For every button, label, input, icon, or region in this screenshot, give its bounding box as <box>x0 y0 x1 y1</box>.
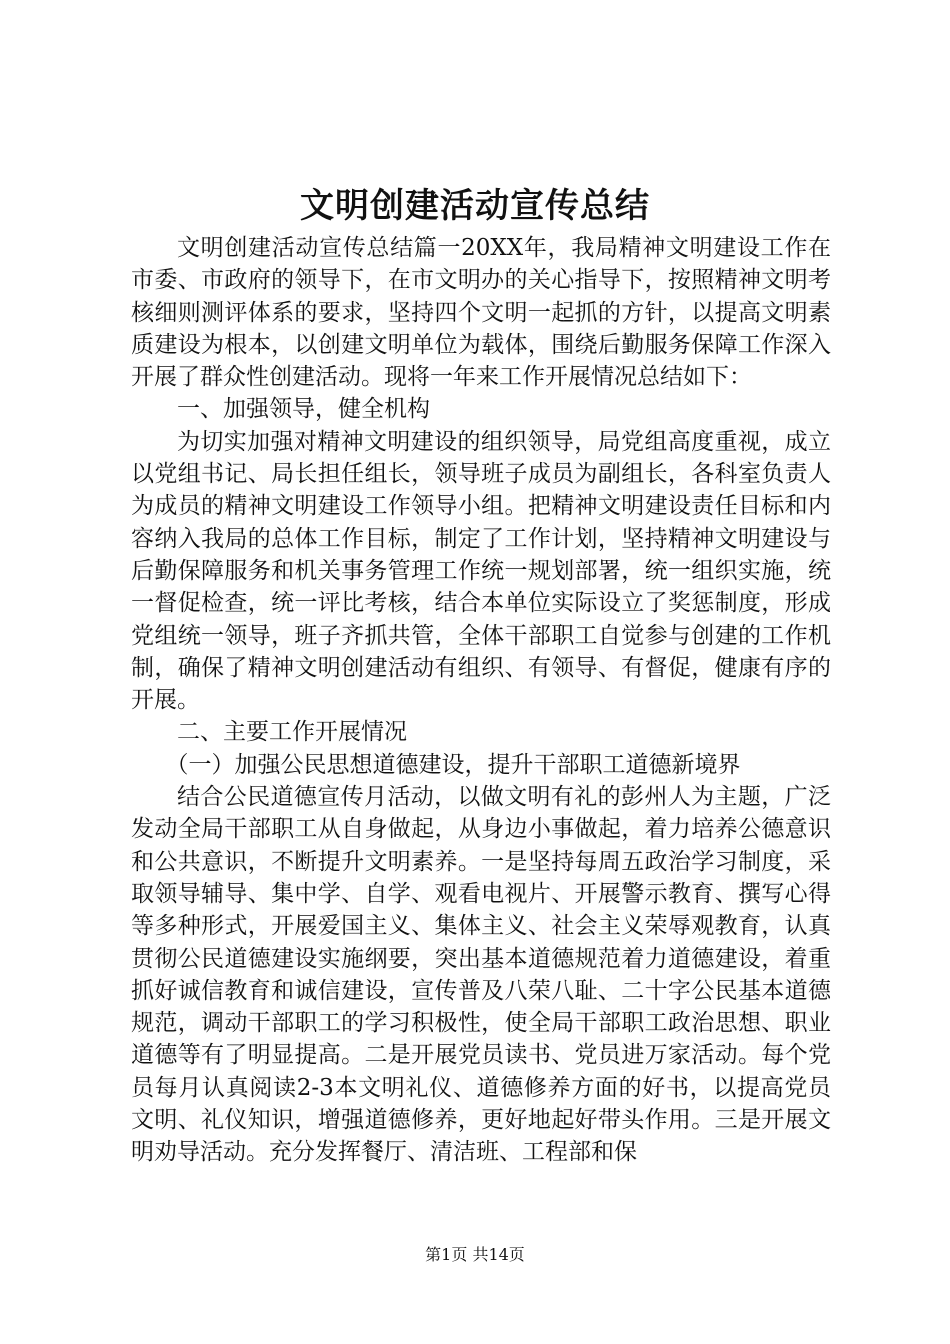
intro-paragraph: 文明创建活动宣传总结篇一20XX年，我局精神文明建设工作在市委、市政府的领导下，在市文明办的关心指导下，按照精神文明考核细则测评体系的要求，坚持四个文明一起抓的方针，以提高文明素质建设为根本，以创建文明单位为载体，围绕后勤服务保障工作深入开展了群众性创建活动。现将一年来工作开展情况总结如下： <box>131 235 831 391</box>
document-title: 文明创建活动宣传总结 <box>300 186 650 226</box>
document-body <box>131 232 831 1169</box>
subsection-1-paragraph: 结合公民道德宣传月活动，以做文明有礼的彭州人为主题，广泛发动全局干部职工从自身做起，从身边小事做起，着力培养公德意识和公共意识，不断提升文明素养。一是坚持每周五政治学习制度，采取领导辅导、集中学、自学、观看电视片、开展警示教育、撰写心得等多种形式，开展爱国主义、集体主义、社会主义荣辱观教育，认真贯彻公民道德建设实施纲要，突出基本道德规范着力道德建设，着重抓好诚信教育和诚信建设，宣传普及八荣八耻、二十字公民基本道德规范，调动干部职工的学习积极性，使全局干部职工政治思想、职业道德等有了明显提高。二是开展党员读书、党员进万家活动。每个党员每月认真阅读2-3本文明礼仪、道德修养方面的好书，以提高党员文明、礼仪知识，增强道德修养，更好地起好带头作用。三是开展文明劝导活动。充分发挥餐厅、清洁班、工程部和保 <box>131 784 831 1166</box>
page-number-footer: 第1页 共14页 <box>425 1245 525 1264</box>
subsection-heading-1: （一）加强公民思想道德建设，提升干部职工道德新境界 <box>165 751 741 778</box>
section-heading-2: 二、主要工作开展情况 <box>177 719 407 746</box>
section-heading-1: 一、加强领导，健全机构 <box>177 396 430 423</box>
section-1-paragraph: 为切实加强对精神文明建设的组织领导，局党组高度重视，成立以党组书记、局长担任组长，领导班子成员为副组长，各科室负责人为成员的精神文明建设工作领导小组。把精神文明建设责任目标和内容纳入我局的总体工作目标，制定了工作计划，坚持精神文明建设与后勤保障服务和机关事务管理工作统一规划部署，统一组织实施，统一督促检查，统一评比考核，结合本单位实际设立了奖惩制度，形成党组统一领导，班子齐抓共管，全体干部职工自觉参与创建的工作机制，确保了精神文明创建活动有组织、有领导、有督促，健康有序的开展。 <box>131 428 831 714</box>
